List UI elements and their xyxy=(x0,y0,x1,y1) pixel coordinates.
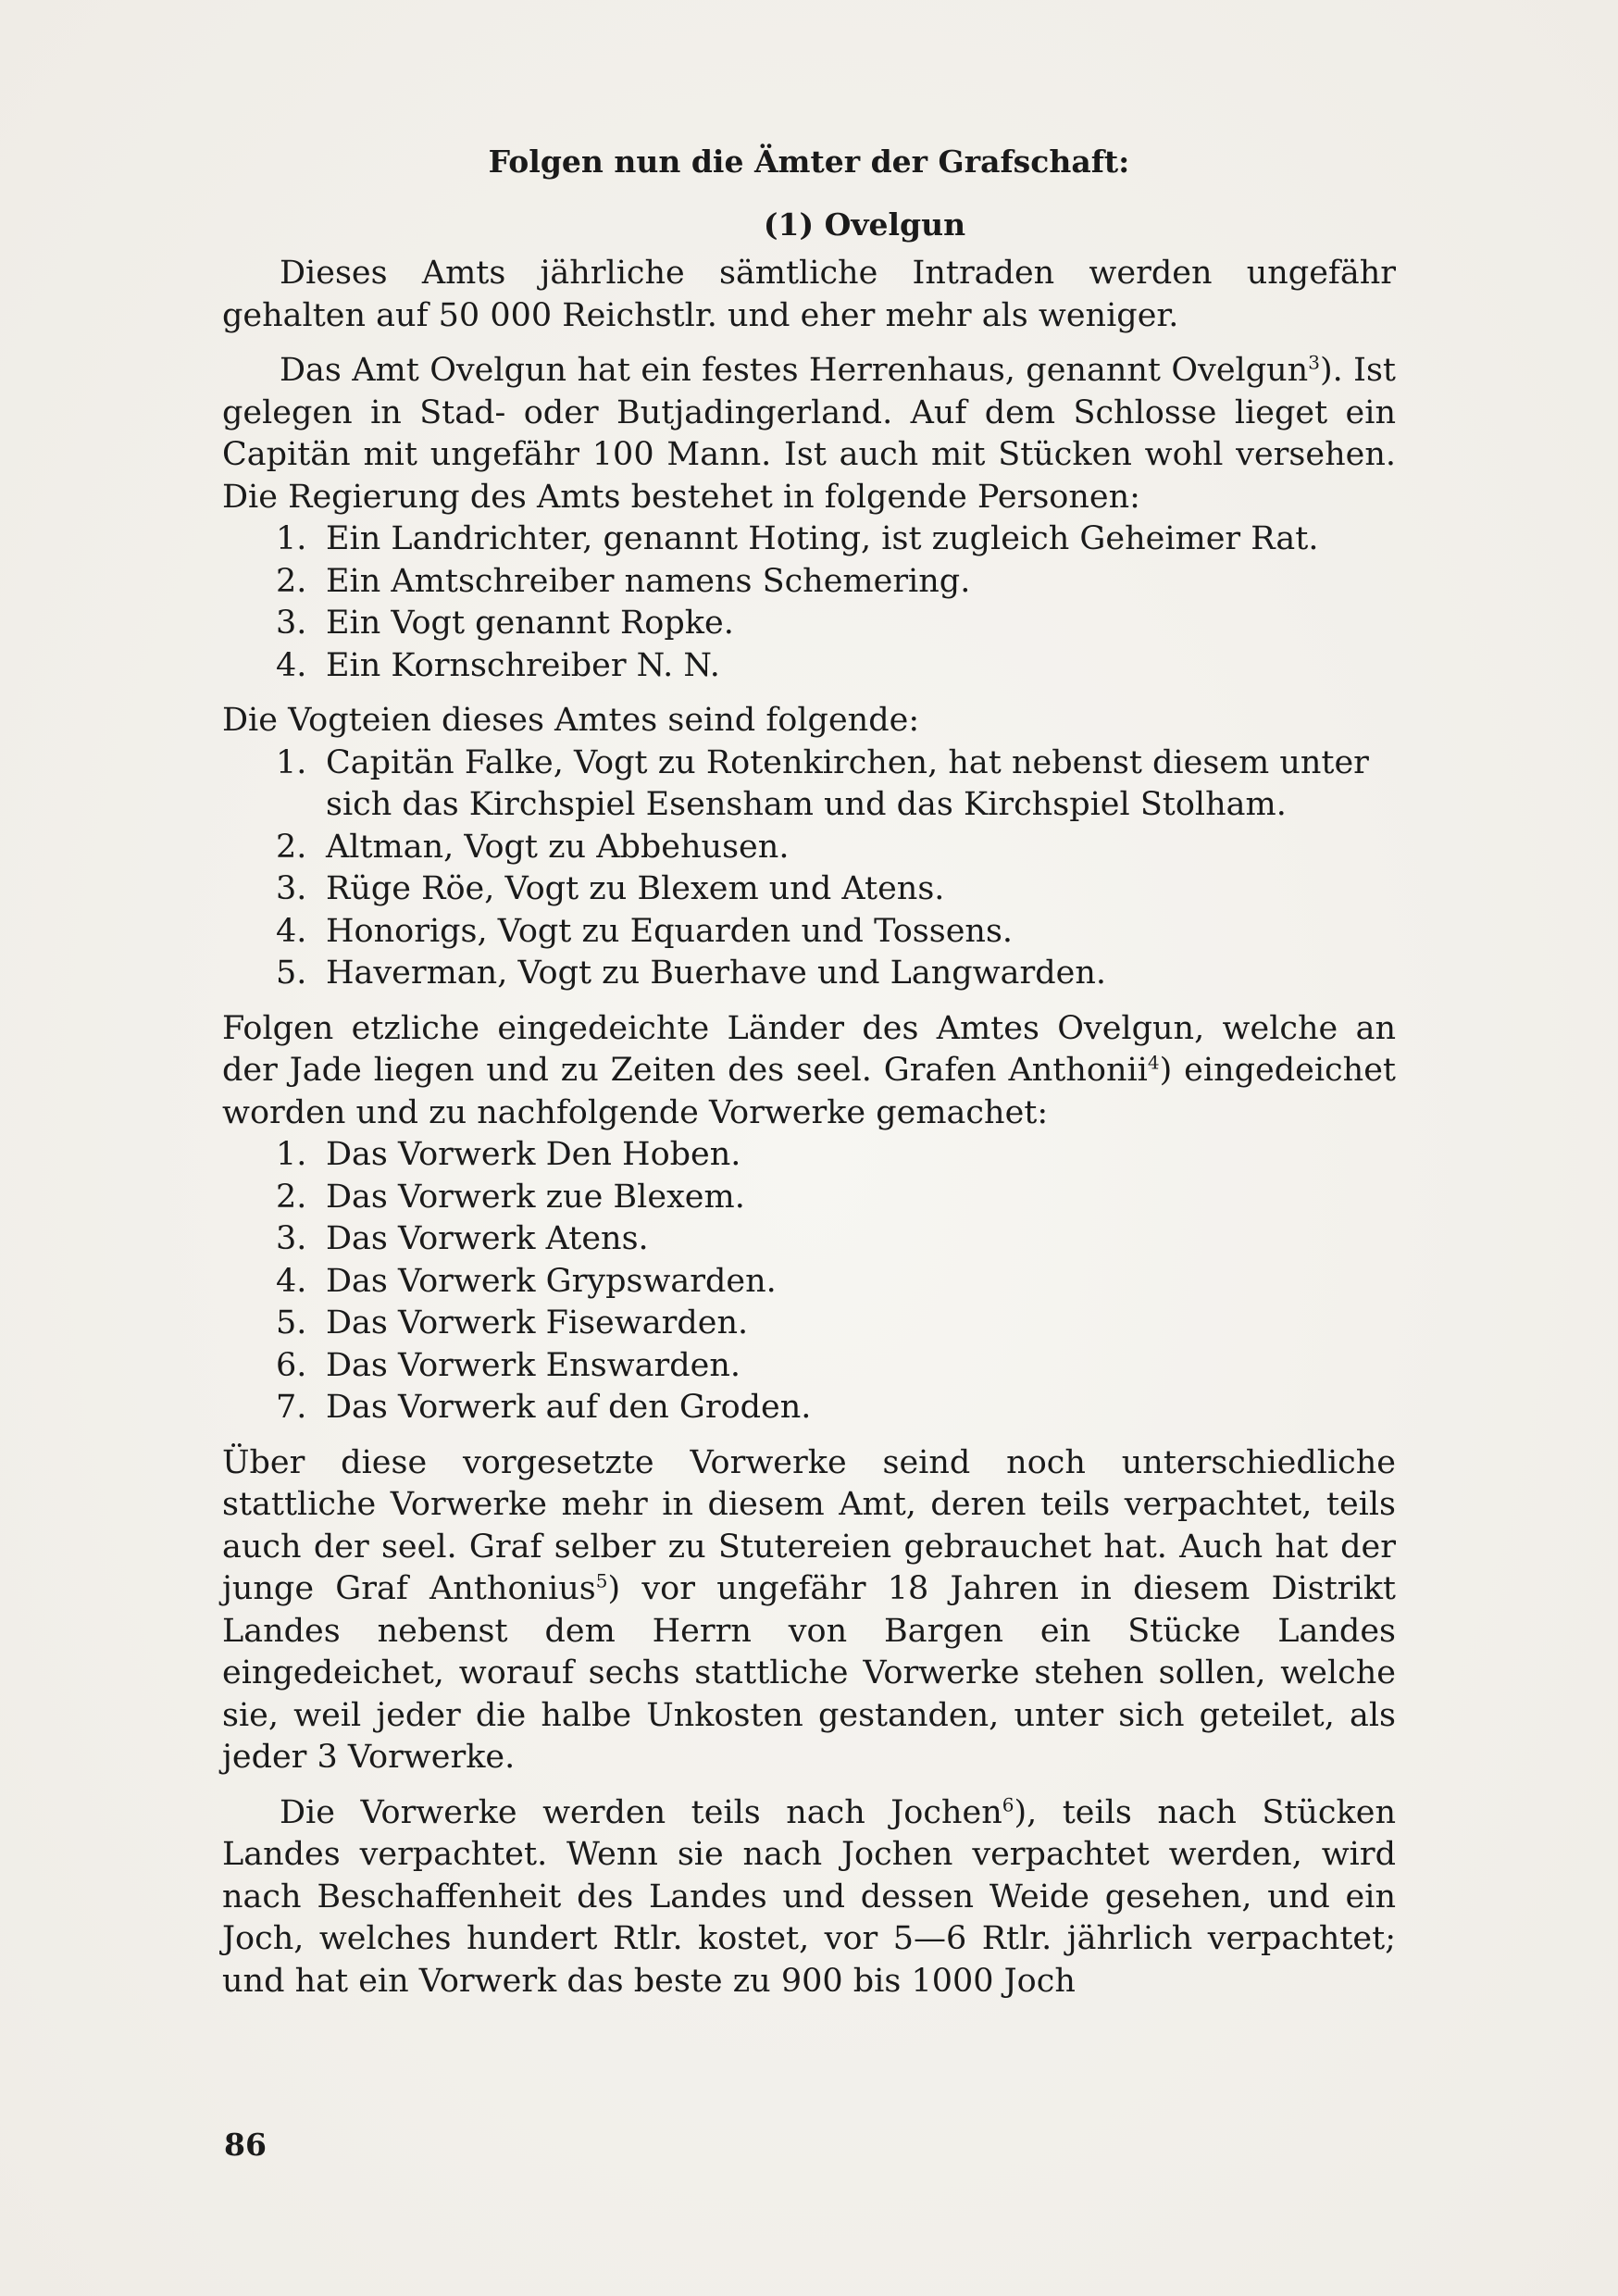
list-item-number: 5. xyxy=(276,955,307,992)
list-item xyxy=(222,1387,1396,1429)
list-item-text: Das Vorwerk Enswarden. xyxy=(326,1346,741,1384)
paragraph-2-text-b: ). Ist gelegen in Stad- oder Butjadingerland. Auf dem Schlosse lieget ein Capitän mit ungefähr 100 Mann. Ist auch mit Stücken wohl versehen. Die Regierung des Amts bestehet in folgende Personen: xyxy=(222,352,1396,516)
list-item-text: Altman, Vogt zu Abbehusen. xyxy=(326,828,790,866)
list-item-text: Ein Amtschreiber namens Schemering. xyxy=(326,562,971,600)
list-item-number: 5. xyxy=(276,1304,307,1341)
list-item-number: 1. xyxy=(276,1136,307,1173)
list-item xyxy=(222,827,1396,869)
paragraph-6-text-b: ), teils nach Stücken Landes verpachtet. Wenn sie nach Jochen verpachtet werden, wird nach Beschaffenheit des Landes und dessen Weide gesehen, und ein Joch, welches hundert Rtlr. kostet, vor 5—6 Rtlr. jährlich verpachtet; und hat ein Vorwerk das beste zu 900 bis 1000 Joch xyxy=(222,1793,1396,2000)
subsection-heading: (1) Ovelgun xyxy=(763,206,966,243)
list-item-text: Das Vorwerk Den Hoben. xyxy=(326,1136,741,1173)
list-item-text: Haverman, Vogt zu Buerhave und Langwarden. xyxy=(326,955,1107,992)
footnote-ref-5: 5 xyxy=(595,1569,608,1592)
list-item-text: Das Vorwerk Atens. xyxy=(326,1220,649,1257)
list-item xyxy=(222,868,1396,911)
list-item xyxy=(222,603,1396,645)
list-item xyxy=(222,953,1396,995)
paragraph-4 xyxy=(222,1008,1396,1135)
paragraph-6 xyxy=(222,1792,1396,2003)
list-item xyxy=(222,645,1396,688)
list-item xyxy=(222,742,1396,827)
paragraph-5-text-a: Über diese vorgesetzte Vorwerke seind noch unterschiedliche stattliche Vorwerke mehr in diesem Amt, deren teils verpachtet, teils auch der seel. Graf selber zu Stutereien gebrauchet hat. Auch hat der junge Graf Anthonius xyxy=(222,1443,1396,1607)
list-item-text: Ein Vogt genannt Ropke. xyxy=(326,605,734,642)
paragraph-5 xyxy=(222,1442,1396,1779)
list-item-text: Das Vorwerk Grypswarden. xyxy=(326,1262,777,1300)
paragraph-4-text-a: Folgen etzliche eingedeichte Länder des Amtes Ovelgun, welche an der Jade liegen und zu Zeiten des seel. Grafen Anthonii xyxy=(222,1009,1396,1089)
officials-list xyxy=(222,518,1396,687)
list-item-text: Honorigs, Vogt zu Equarden und Tossens. xyxy=(326,912,1014,950)
list-item-number: 3. xyxy=(276,1220,307,1257)
page-number: 86 xyxy=(224,2127,267,2163)
paragraph-3: Die Vogteien dieses Amtes seind folgende: xyxy=(222,702,920,739)
list-item-number: 3. xyxy=(276,870,307,907)
list-item-number: 4. xyxy=(276,646,307,684)
list-item-text: Das Vorwerk auf den Groden. xyxy=(326,1389,812,1426)
list-item-number: 6. xyxy=(276,1346,307,1384)
vogteien-list xyxy=(222,742,1396,995)
paragraph-6-text-a: Die Vorwerke werden teils nach Jochen xyxy=(280,1793,1002,1831)
list-item-text: Das Vorwerk zue Blexem. xyxy=(326,1178,745,1216)
list-item xyxy=(222,1303,1396,1345)
list-item-number: 4. xyxy=(276,912,307,950)
list-item xyxy=(222,518,1396,561)
footnote-ref-4: 4 xyxy=(1147,1051,1160,1074)
list-item xyxy=(222,911,1396,954)
list-item-number: 7. xyxy=(276,1389,307,1426)
list-item xyxy=(222,561,1396,604)
paragraph-4-text-b: ) eingedeichet worden und zu nachfolgende Vorwerke gemachet: xyxy=(222,1052,1396,1131)
list-item-number: 1. xyxy=(276,520,307,557)
list-item xyxy=(222,1177,1396,1219)
list-item-number: 2. xyxy=(276,562,307,600)
list-item-text: Capitän Falke, Vogt zu Rotenkirchen, hat nebenst diesem unter sich das Kirchspiel Esensham und das Kirchspiel Stolham. xyxy=(326,743,1369,823)
paragraph-1: Dieses Amts jährliche sämtliche Intraden werden ungefähr gehalten auf 50 000 Reichstlr. und eher mehr als weniger. xyxy=(222,255,1396,334)
paragraph-2 xyxy=(222,350,1396,518)
list-item-text: Ein Kornschreiber N. N. xyxy=(326,646,720,684)
page-text xyxy=(222,141,1396,2003)
list-item-text: Ein Landrichter, genannt Hoting, ist zugleich Geheimer Rat. xyxy=(326,520,1319,557)
footnote-ref-6: 6 xyxy=(1002,1792,1014,1816)
list-item-text: Rüge Röe, Vogt zu Blexem und Atens. xyxy=(326,870,945,907)
list-item-number: 1. xyxy=(276,743,307,781)
list-item-text: Das Vorwerk Fisewarden. xyxy=(326,1304,749,1341)
list-item-number: 3. xyxy=(276,605,307,642)
list-item xyxy=(222,1134,1396,1177)
list-item xyxy=(222,1218,1396,1261)
list-item-number: 4. xyxy=(276,1262,307,1300)
list-item xyxy=(222,1261,1396,1304)
footnote-ref-3: 3 xyxy=(1308,351,1320,374)
vorwerke-list xyxy=(222,1134,1396,1429)
paragraph-2-text-a: Das Amt Ovelgun hat ein festes Herrenhaus, genannt Ovelgun xyxy=(280,352,1309,389)
list-item-number: 2. xyxy=(276,828,307,866)
list-item xyxy=(222,1345,1396,1388)
paragraph-5-text-b: ) vor ungefähr 18 Jahren in diesem Distrikt Landes nebenst dem Herrn von Bargen ein Stücke Landes eingedeichet, worauf sechs stattliche Vorwerke stehen sollen, welche sie, weil jeder die halbe Unkosten gestanden, unter sich geteilet, als jeder 3 Vorwerke. xyxy=(222,1570,1396,1776)
section-heading: Folgen nun die Ämter der Grafschaft: xyxy=(488,144,1130,180)
list-item-number: 2. xyxy=(276,1178,307,1216)
